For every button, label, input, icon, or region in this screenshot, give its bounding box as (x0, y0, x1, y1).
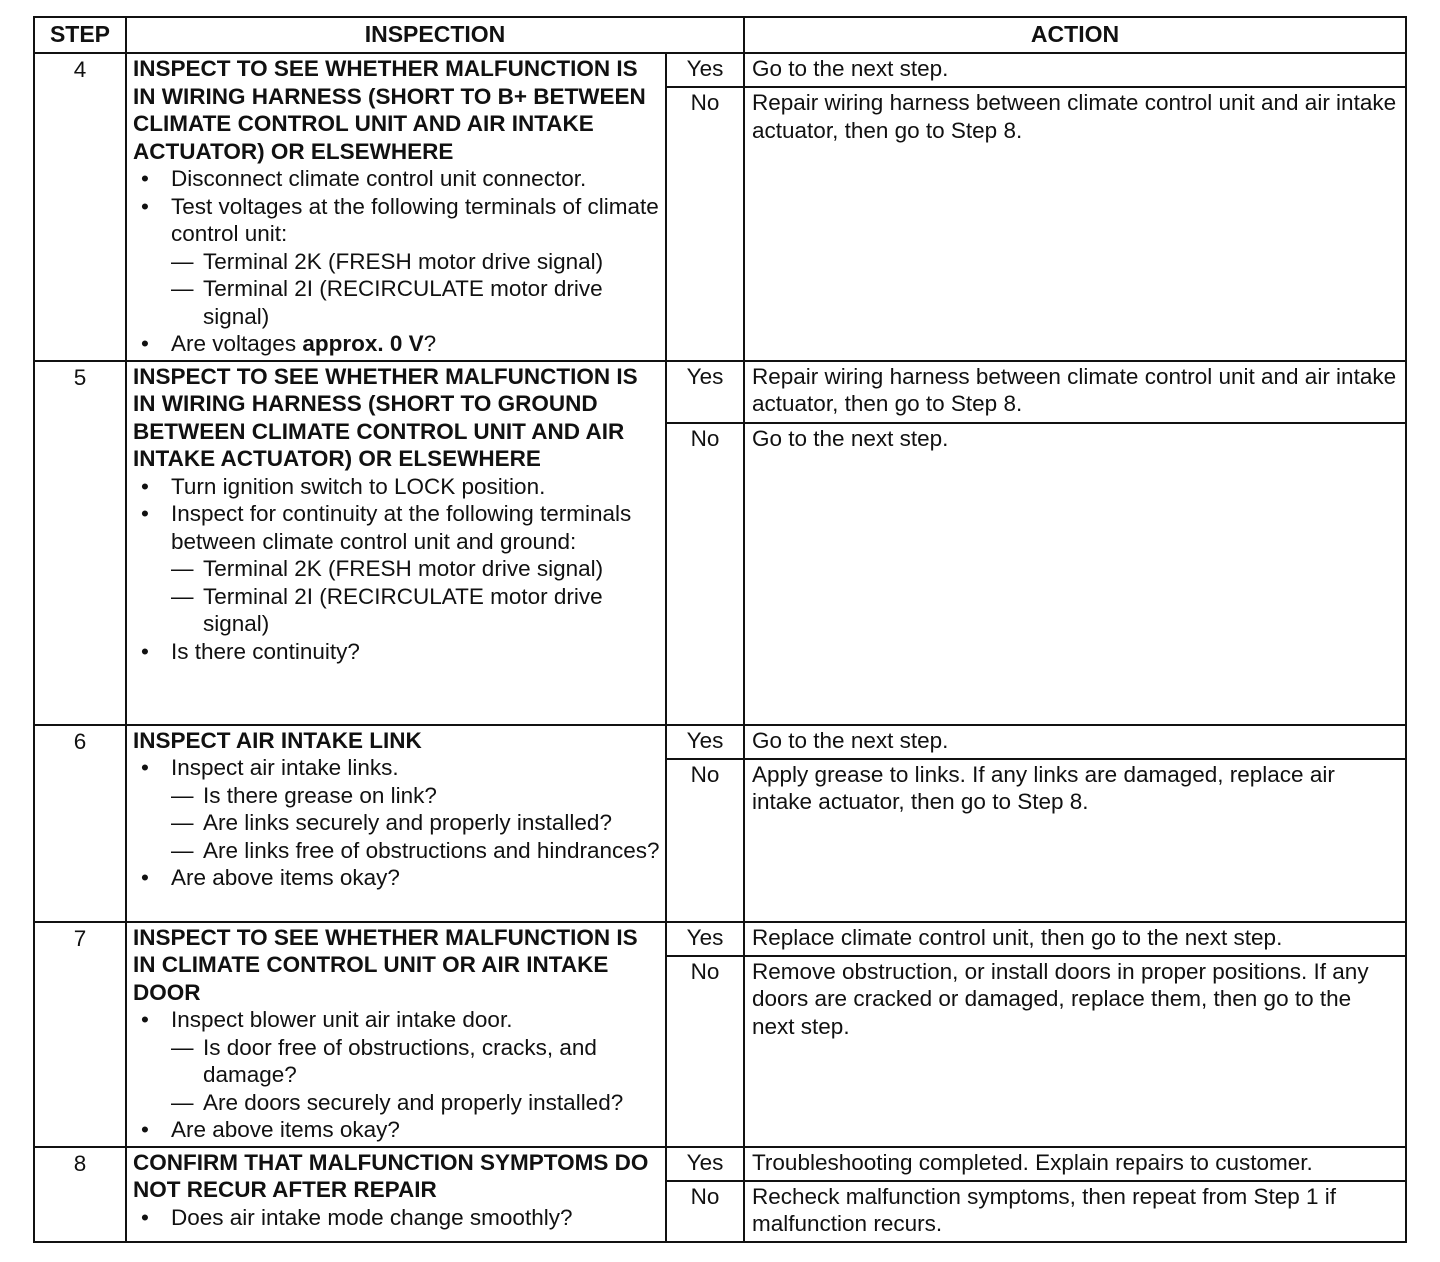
bullet-item: • Are above items okay? (133, 864, 661, 892)
step-6-inspection (126, 725, 666, 922)
step-6-yes-row (34, 725, 1406, 759)
no-label: No (666, 87, 744, 361)
yes-label: Yes (666, 1147, 744, 1181)
no-action: Recheck malfunction symptoms, then repeat from Step 1 if malfunction recurs. (744, 1181, 1406, 1242)
yes-label: Yes (666, 725, 744, 759)
no-action: Remove obstruction, or install doors in proper positions. If any doors are cracked or damaged, replace them, then go to the next step. (744, 956, 1406, 1147)
sub-item: — Terminal 2I (RECIRCULATE motor drive signal) (133, 275, 661, 330)
bullet-item: • Inspect blower unit air intake door. (133, 1006, 661, 1034)
yes-label: Yes (666, 361, 744, 423)
bullet-item: • Are above items okay? (133, 1116, 661, 1144)
sub-item: — Terminal 2I (RECIRCULATE motor drive signal) (133, 583, 661, 638)
sub-item: — Is door free of obstructions, cracks, and damage? (133, 1034, 661, 1089)
step-heading: INSPECT TO SEE WHETHER MALFUNCTION IS IN CLIMATE CONTROL UNIT OR AIR INTAKE DOOR (133, 924, 638, 1005)
bullet-item: • Disconnect climate control unit connector. (133, 165, 661, 193)
step-4-yes-row (34, 53, 1406, 87)
troubleshooting-table (33, 16, 1407, 1243)
bullet-item: • Turn ignition switch to LOCK position. (133, 473, 661, 501)
bullet-item: • Test voltages at the following terminals of climate control unit: (133, 193, 661, 248)
sub-item: — Are doors securely and properly installed? (133, 1089, 661, 1117)
step-number: 4 (34, 53, 126, 361)
bullet-item: • Inspect air intake links. (133, 754, 661, 782)
step-heading: INSPECT AIR INTAKE LINK (133, 727, 422, 753)
yes-label: Yes (666, 922, 744, 956)
question-mark: ? (423, 331, 437, 356)
yes-action: Repair wiring harness between climate control unit and air intake actuator, then go to Step 8. (744, 361, 1406, 423)
step-7-yes-row (34, 922, 1406, 956)
yes-label: Yes (666, 53, 744, 87)
no-label: No (666, 956, 744, 1147)
step-heading: INSPECT TO SEE WHETHER MALFUNCTION IS IN WIRING HARNESS (SHORT TO B+ BETWEEN CLIMATE CONTROL UNIT AND AIR INTAKE ACTUATOR) OR ELSEWHERE (133, 56, 646, 164)
bullet-item: • Is there continuity? (133, 638, 661, 666)
step-5-inspection (126, 361, 666, 725)
bullet-item: • Inspect for continuity at the following terminals between climate control unit and ground: (133, 500, 661, 555)
no-label: No (666, 759, 744, 922)
yes-action: Replace climate control unit, then go to the next step. (744, 922, 1406, 956)
sub-item: — Terminal 2K (FRESH motor drive signal) (133, 248, 661, 276)
step-8-inspection (126, 1147, 666, 1242)
step-4-inspection (126, 53, 666, 361)
yes-action: Go to the next step. (744, 725, 1406, 759)
header-action: ACTION (744, 17, 1406, 53)
sub-item: — Are links securely and properly installed? (133, 809, 661, 837)
no-action: Go to the next step. (744, 423, 1406, 725)
no-action: Apply grease to links. If any links are damaged, replace air intake actuator, then go to Step 8. (744, 759, 1406, 922)
question-text: Are voltages (171, 331, 303, 356)
sub-item: — Is there grease on link? (133, 782, 661, 810)
header-row (34, 17, 1406, 53)
emphasis-text: approx. 0 V (302, 331, 424, 356)
step-number: 7 (34, 922, 126, 1147)
sub-item: — Are links free of obstructions and hindrances? (133, 837, 661, 865)
step-number: 8 (34, 1147, 126, 1242)
step-heading: INSPECT TO SEE WHETHER MALFUNCTION IS IN WIRING HARNESS (SHORT TO GROUND BETWEEN CLIMATE CONTROL UNIT AND AIR INTAKE ACTUATOR) OR ELSEWHERE (133, 363, 638, 471)
sub-item: — Terminal 2K (FRESH motor drive signal) (133, 555, 661, 583)
step-number: 5 (34, 361, 126, 725)
header-inspection: INSPECTION (126, 17, 744, 53)
bullet-item: • Does air intake mode change smoothly? (133, 1204, 661, 1232)
step-8-yes-row (34, 1147, 1406, 1181)
step-heading: CONFIRM THAT MALFUNCTION SYMPTOMS DO NOT RECUR AFTER REPAIR (133, 1149, 649, 1202)
no-label: No (666, 1181, 744, 1242)
no-label: No (666, 423, 744, 725)
step-5-yes-row (34, 361, 1406, 423)
header-step: STEP (34, 17, 126, 53)
yes-action: Go to the next step. (744, 53, 1406, 87)
yes-action: Troubleshooting completed. Explain repairs to customer. (744, 1147, 1406, 1181)
step-number: 6 (34, 725, 126, 922)
step-7-inspection (126, 922, 666, 1147)
bullet-item (133, 330, 661, 358)
no-action: Repair wiring harness between climate control unit and air intake actuator, then go to Step 8. (744, 87, 1406, 361)
